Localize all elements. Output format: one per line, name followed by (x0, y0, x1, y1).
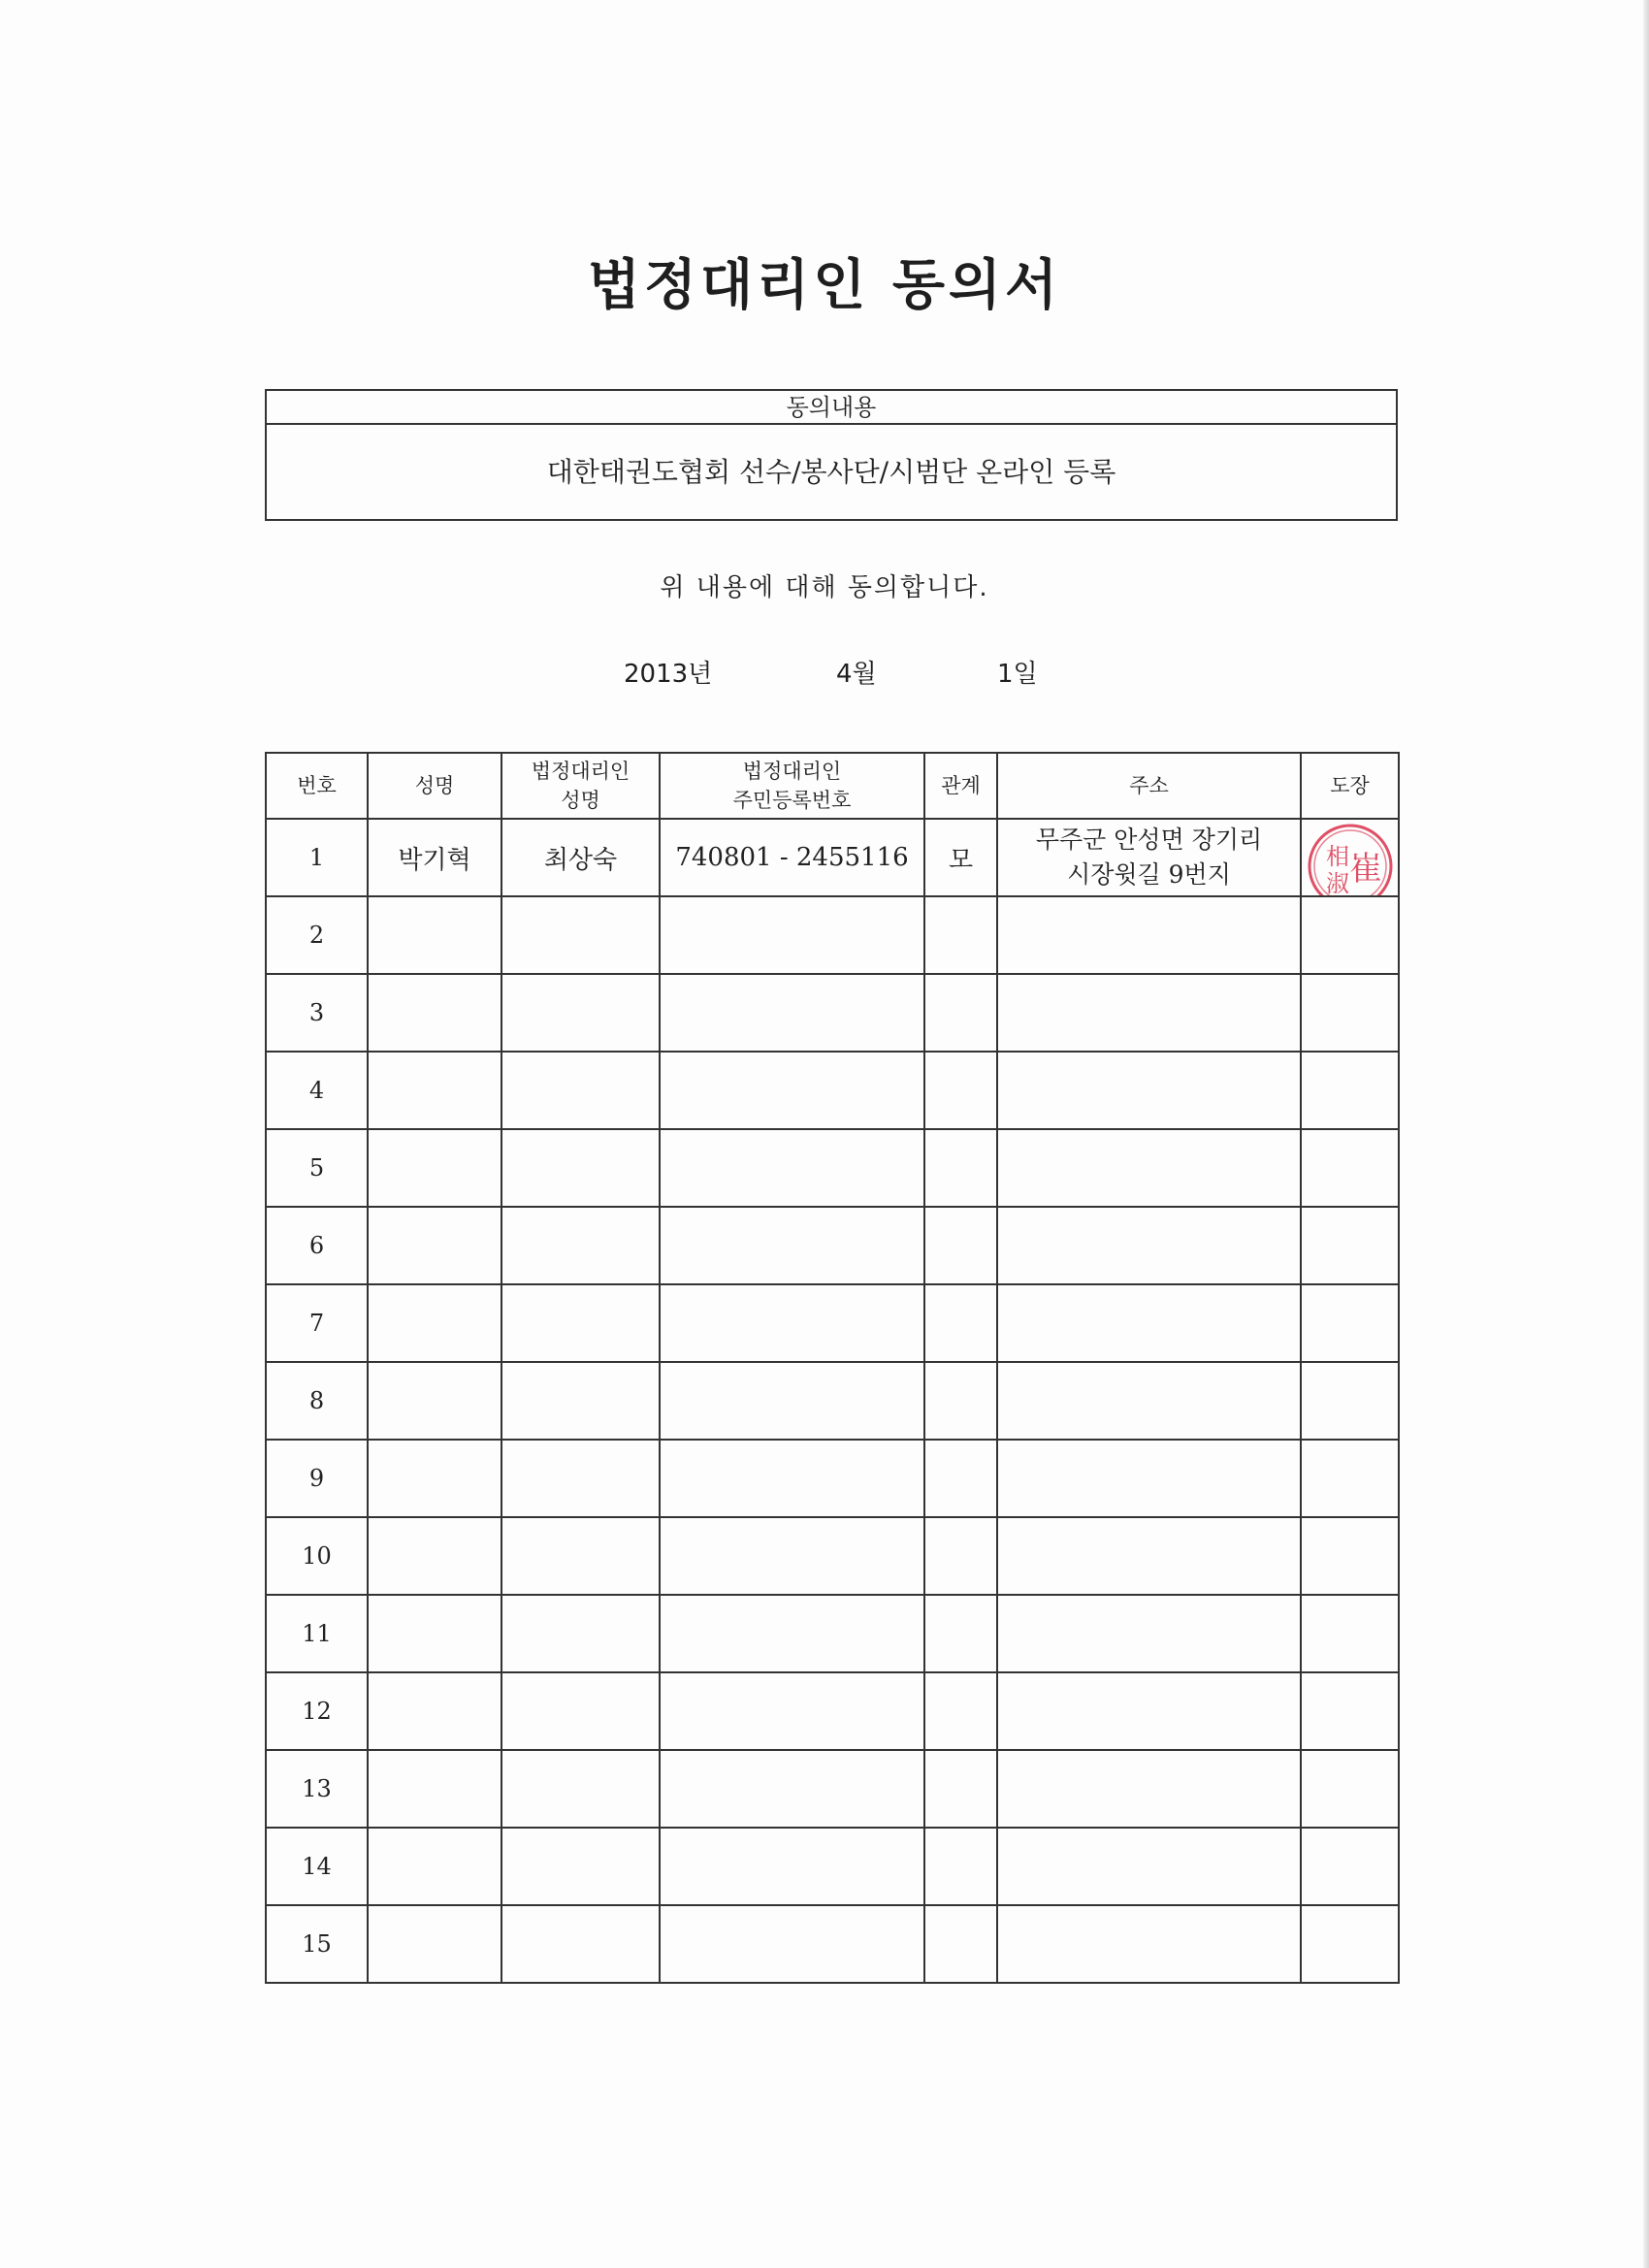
header-guardian-name-line1: 법정대리인 (531, 760, 630, 783)
cell-seal (1301, 974, 1399, 1052)
cell-relation (924, 974, 997, 1052)
cell-number: 10 (266, 1517, 368, 1595)
cell-relation (924, 1828, 997, 1905)
table-row (266, 1595, 1399, 1672)
cell-guardian-name (501, 974, 660, 1052)
cell-guardian-id (660, 1362, 924, 1440)
cell-guardian-id (660, 974, 924, 1052)
page-edge (1643, 0, 1649, 2268)
table-row (266, 974, 1399, 1052)
roster-body (266, 819, 1399, 1983)
cell-guardian-name (501, 1517, 660, 1595)
cell-guardian-name (501, 1828, 660, 1905)
cell-guardian-id (660, 1440, 924, 1517)
cell-guardian-name (501, 1905, 660, 1983)
cell-guardian-name (501, 1440, 660, 1517)
cell-number: 4 (266, 1052, 368, 1129)
cell-name (368, 1362, 501, 1440)
svg-text:相: 相 (1326, 843, 1349, 870)
table-row (266, 1672, 1399, 1750)
table-row (266, 896, 1399, 974)
header-guardian-name-line2: 성명 (561, 789, 600, 812)
consent-box (265, 389, 1398, 521)
cell-seal (1301, 1672, 1399, 1750)
table-row (266, 1207, 1399, 1284)
cell-name (368, 1207, 501, 1284)
table-row (266, 1750, 1399, 1828)
table-row (266, 1362, 1399, 1440)
cell-name (368, 1052, 501, 1129)
table-row (266, 1052, 1399, 1129)
cell-seal (1301, 1440, 1399, 1517)
cell-number: 8 (266, 1362, 368, 1440)
cell-number: 5 (266, 1129, 368, 1207)
cell-address (997, 819, 1301, 896)
cell-address (997, 1284, 1301, 1362)
cell-name (368, 1595, 501, 1672)
cell-address (997, 1517, 1301, 1595)
cell-guardian-id (660, 1905, 924, 1983)
cell-name (368, 1129, 501, 1207)
cell-number: 3 (266, 974, 368, 1052)
cell-relation (924, 1129, 997, 1207)
document-title: 법정대리인 동의서 (587, 254, 1062, 317)
cell-guardian-id (660, 896, 924, 974)
table-row (266, 1440, 1399, 1517)
cell-relation (924, 1284, 997, 1362)
cell-guardian-id (660, 1517, 924, 1595)
cell-name (368, 896, 501, 974)
cell-relation (924, 896, 997, 974)
cell-guardian-name (501, 1052, 660, 1129)
cell-guardian-id (660, 1207, 924, 1284)
cell-seal (1301, 1129, 1399, 1207)
cell-number: 2 (266, 896, 368, 974)
table-row (266, 1828, 1399, 1905)
cell-number: 7 (266, 1284, 368, 1362)
header-name: 성명 (368, 753, 501, 819)
cell-relation (924, 1672, 997, 1750)
date-day: 1일 (997, 660, 1038, 689)
cell-seal (1301, 1052, 1399, 1129)
cell-number: 11 (266, 1595, 368, 1672)
cell-relation (924, 1362, 997, 1440)
header-guardian-id-line2: 주민등록번호 (732, 789, 852, 812)
table-row (266, 1517, 1399, 1595)
cell-address (997, 1905, 1301, 1983)
cell-guardian-name (501, 1672, 660, 1750)
cell-guardian-id: 740801 - 2455116 (660, 819, 924, 896)
cell-guardian-id (660, 1672, 924, 1750)
consent-body: 대한태권도협회 선수/봉사단/시범단 온라인 등록 (546, 456, 1116, 488)
cell-name (368, 974, 501, 1052)
cell-guardian-name: 최상숙 (501, 819, 660, 896)
cell-seal (1301, 896, 1399, 974)
cell-seal (1301, 1750, 1399, 1828)
date-year: 2013년 (624, 660, 713, 689)
cell-number: 14 (266, 1828, 368, 1905)
date-month: 4월 (836, 660, 877, 689)
cell-number: 1 (266, 819, 368, 896)
roster-table (265, 752, 1400, 1984)
consent-header: 동의내용 (267, 391, 1396, 425)
table-row (266, 1284, 1399, 1362)
cell-seal (1301, 819, 1399, 896)
cell-guardian-name (501, 1595, 660, 1672)
table-row (266, 819, 1399, 896)
cell-guardian-name (501, 1129, 660, 1207)
cell-relation (924, 1052, 997, 1129)
header-guardian-id (660, 753, 924, 819)
cell-guardian-name (501, 1207, 660, 1284)
agree-statement: 위 내용에 대해 동의합니다. (660, 573, 989, 602)
header-guardian-id-line1: 법정대리인 (742, 760, 842, 783)
cell-address (997, 1828, 1301, 1905)
cell-seal (1301, 1595, 1399, 1672)
cell-relation: 모 (924, 819, 997, 896)
header-row (266, 753, 1399, 819)
cell-seal (1301, 1828, 1399, 1905)
cell-number: 9 (266, 1440, 368, 1517)
red-seal-stamp-icon (1306, 822, 1395, 896)
header-address: 주소 (997, 753, 1301, 819)
cell-relation (924, 1595, 997, 1672)
address-line1: 무주군 안성면 장기리 (1035, 826, 1263, 854)
cell-address (997, 896, 1301, 974)
cell-seal (1301, 1284, 1399, 1362)
cell-relation (924, 1905, 997, 1983)
cell-number: 6 (266, 1207, 368, 1284)
cell-address (997, 1362, 1301, 1440)
cell-seal (1301, 1207, 1399, 1284)
header-seal: 도장 (1301, 753, 1399, 819)
cell-guardian-id (660, 1284, 924, 1362)
cell-guardian-id (660, 1828, 924, 1905)
cell-name: 박기혁 (368, 819, 501, 896)
table-row (266, 1129, 1399, 1207)
cell-name (368, 1828, 501, 1905)
cell-relation (924, 1750, 997, 1828)
cell-name (368, 1750, 501, 1828)
cell-seal (1301, 1905, 1399, 1983)
cell-name (368, 1284, 501, 1362)
cell-guardian-id (660, 1129, 924, 1207)
header-relation: 관계 (924, 753, 997, 819)
cell-address (997, 1750, 1301, 1828)
cell-relation (924, 1440, 997, 1517)
cell-name (368, 1440, 501, 1517)
header-number: 번호 (266, 753, 368, 819)
cell-guardian-name (501, 1750, 660, 1828)
cell-number: 13 (266, 1750, 368, 1828)
cell-guardian-id (660, 1595, 924, 1672)
cell-address (997, 1440, 1301, 1517)
cell-guardian-id (660, 1052, 924, 1129)
cell-guardian-name (501, 1362, 660, 1440)
cell-address (997, 1207, 1301, 1284)
cell-address (997, 1129, 1301, 1207)
cell-guardian-name (501, 896, 660, 974)
cell-address (997, 974, 1301, 1052)
cell-name (368, 1672, 501, 1750)
cell-number: 15 (266, 1905, 368, 1983)
svg-text:淑: 淑 (1326, 870, 1349, 897)
cell-name (368, 1905, 501, 1983)
cell-seal (1301, 1517, 1399, 1595)
cell-address (997, 1595, 1301, 1672)
cell-guardian-name (501, 1284, 660, 1362)
cell-guardian-id (660, 1750, 924, 1828)
cell-name (368, 1517, 501, 1595)
header-guardian-name (501, 753, 660, 819)
address-line2: 시장윗길 9번지 (1067, 860, 1231, 889)
cell-address (997, 1052, 1301, 1129)
svg-text:崔: 崔 (1349, 850, 1382, 889)
table-row (266, 1905, 1399, 1983)
cell-address (997, 1672, 1301, 1750)
cell-relation (924, 1207, 997, 1284)
cell-seal (1301, 1362, 1399, 1440)
cell-relation (924, 1517, 997, 1595)
cell-number: 12 (266, 1672, 368, 1750)
